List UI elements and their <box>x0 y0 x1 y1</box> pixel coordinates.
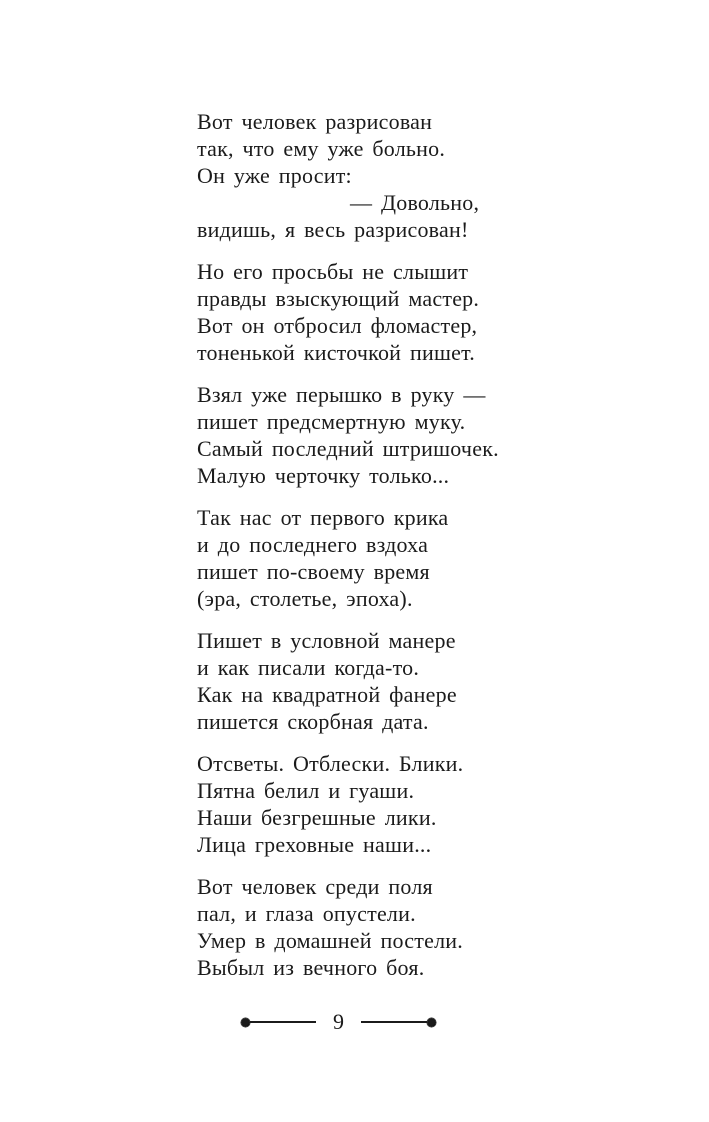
poem-line: пишет предсмертную муку. <box>197 409 466 434</box>
rosette-dot-icon <box>427 1018 436 1027</box>
poem-body <box>197 108 499 996</box>
footer-rule-line <box>250 1021 316 1023</box>
rosette-dot-icon <box>241 1018 250 1027</box>
poem-line: Наши безгрешные лики. <box>197 805 437 830</box>
poem-line: Малую черточку только... <box>197 463 450 488</box>
poem-line: Так нас от первого крика <box>197 505 449 530</box>
footer-rule-right <box>361 1018 436 1027</box>
footer-rule-line <box>361 1021 427 1023</box>
poem-line: тоненькой кисточкой пишет. <box>197 340 475 365</box>
page-footer <box>197 1008 480 1036</box>
poem-line: Вот он отбросил фломастер, <box>197 313 478 338</box>
poem-line-indented: — Довольно, <box>350 190 480 215</box>
poem-line: и до последнего вздоха <box>197 532 429 557</box>
poem-line: Взял уже перышко в руку — <box>197 382 486 407</box>
poem-line: (эра, столетье, эпоха). <box>197 586 413 611</box>
poem-line: Как на квадратной фанере <box>197 682 457 707</box>
poem-line: Лица греховные наши... <box>197 832 432 857</box>
poem-stanza <box>197 504 499 612</box>
poem-stanza <box>197 108 499 243</box>
poem-stanza <box>197 381 499 489</box>
poem-line: Он уже просит: <box>197 163 352 188</box>
poem-line: пал, и глаза опустели. <box>197 901 416 926</box>
poem-line: правды взыскующий мастер. <box>197 286 480 311</box>
poem-stanza <box>197 258 499 366</box>
page-number: 9 <box>333 1009 344 1034</box>
poem-line: пишет по-своему время <box>197 559 430 584</box>
poem-line: так, что ему уже больно. <box>197 136 446 161</box>
poem-line: Пишет в условной манере <box>197 628 456 653</box>
poem-stanza <box>197 627 499 735</box>
poem-line: и как писали когда-то. <box>197 655 420 680</box>
footer-rule-left <box>241 1018 316 1027</box>
poem-line: видишь, я весь разрисован! <box>197 217 469 242</box>
poem-line: Умер в домашней постели. <box>197 928 464 953</box>
poem-line: пишется скорбная дата. <box>197 709 429 734</box>
poem-line: Вот человек среди поля <box>197 874 433 899</box>
poem-stanza <box>197 750 499 858</box>
poem-line: Вот человек разрисован <box>197 109 433 134</box>
poem-line: Выбыл из вечного боя. <box>197 955 425 980</box>
poem-line: Но его просьбы не слышит <box>197 259 469 284</box>
poem-line: Самый последний штришочек. <box>197 436 499 461</box>
poem-line: Отсветы. Отблески. Блики. <box>197 751 464 776</box>
poem-line: Пятна белил и гуаши. <box>197 778 415 803</box>
poem-stanza <box>197 873 499 981</box>
